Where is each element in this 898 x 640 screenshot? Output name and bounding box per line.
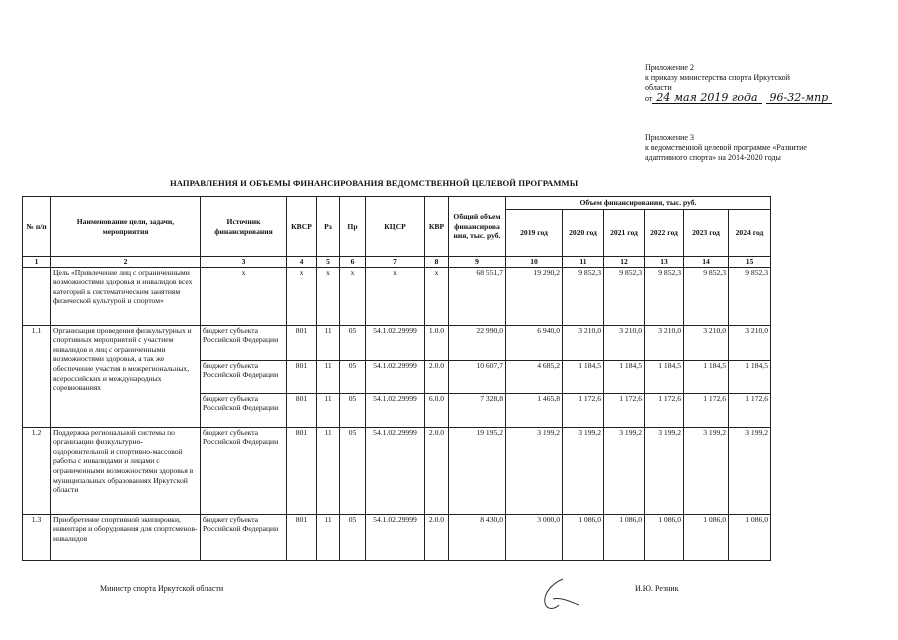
table-row: [23, 427, 771, 514]
appendix-2-date-line: [645, 93, 835, 104]
item-value: 3 199,2: [684, 427, 729, 514]
appendix-3-title: Приложение 3: [645, 133, 694, 142]
appendix-3-line: адаптивного спорта» на 2014-2020 годы: [645, 153, 781, 162]
item-kcsr: 54.1.02.29999: [366, 514, 425, 560]
header-pr: Пр: [340, 197, 366, 257]
item-value: 4 685,2: [506, 360, 563, 393]
goal-kcsr: х: [366, 267, 425, 325]
item-value: 1 172,6: [729, 393, 771, 427]
item-total: 22 990,0: [449, 325, 506, 360]
appendix-3-block: [645, 133, 845, 163]
header-kvsr: КВСР: [287, 197, 317, 257]
header-name: Наименование цели, задачи, мероприятия: [51, 197, 201, 257]
item-value: 3 199,2: [645, 427, 684, 514]
item-kvsr: 801: [287, 514, 317, 560]
financing-table: [22, 196, 771, 561]
item-total: 8 430,0: [449, 514, 506, 560]
from-label: от: [645, 94, 653, 103]
item-value: 3 199,2: [506, 427, 563, 514]
item-source: бюджет субъекта Российской Федерации: [201, 325, 287, 360]
column-number: 6: [340, 257, 366, 268]
header-num: № п/п: [23, 197, 51, 257]
item-kvsr: 801: [287, 427, 317, 514]
column-number: 8: [425, 257, 449, 268]
appendix-2-block: [645, 63, 835, 104]
item-pr: 05: [340, 514, 366, 560]
item-total: 7 328,8: [449, 393, 506, 427]
header-volume: Объем финансирования, тыс. руб.: [506, 197, 771, 210]
document-title: НАПРАВЛЕНИЯ И ОБЪЕМЫ ФИНАНСИРОВАНИЯ ВЕДОМСТВЕННОЙ ЦЕЛЕВОЙ ПРОГРАММЫ: [170, 178, 579, 188]
column-number: 9: [449, 257, 506, 268]
column-number: 5: [317, 257, 340, 268]
column-number: 4: [287, 257, 317, 268]
goal-value: 19 290,2: [506, 267, 563, 325]
item-pr: 05: [340, 393, 366, 427]
header-kvr: КВР: [425, 197, 449, 257]
item-rz: 11: [317, 393, 340, 427]
header-total: Общий объем финансирова ния, тыс. руб.: [449, 197, 506, 257]
item-num: 1.1: [23, 325, 51, 427]
column-number: 13: [645, 257, 684, 268]
item-value: 1 086,0: [684, 514, 729, 560]
item-value: 3 210,0: [645, 325, 684, 360]
appendix-2-title: Приложение 2: [645, 63, 694, 72]
item-kvsr: 801: [287, 325, 317, 360]
item-value: 1 086,0: [645, 514, 684, 560]
table-row: [23, 514, 771, 560]
item-source: бюджет субъекта Российской Федерации: [201, 360, 287, 393]
item-value: 1 172,6: [563, 393, 604, 427]
item-value: 3 210,0: [604, 325, 645, 360]
item-kvr: 2.0.0: [425, 514, 449, 560]
column-number: 1: [23, 257, 51, 268]
appendix-2-line: области: [645, 83, 672, 92]
item-value: 1 184,5: [563, 360, 604, 393]
minister-name: И.Ю. Резник: [635, 584, 679, 593]
table-row: [23, 325, 771, 360]
header-year: 2024 год: [729, 210, 771, 257]
item-value: 3 210,0: [729, 325, 771, 360]
item-kvsr: 801: [287, 393, 317, 427]
goal-value: 9 852,3: [684, 267, 729, 325]
header-year: 2022 год: [645, 210, 684, 257]
item-num: 1.2: [23, 427, 51, 514]
appendix-2-line: к приказу министерства спорта Иркутской: [645, 73, 790, 82]
item-num: 1.3: [23, 514, 51, 560]
item-kvr: 6.0.0: [425, 393, 449, 427]
item-kvr: 1.0.0: [425, 325, 449, 360]
item-value: 1 465,8: [506, 393, 563, 427]
item-value: 3 199,2: [604, 427, 645, 514]
appendix-3-line: к ведомственной целевой программе «Развитие: [645, 143, 807, 152]
item-pr: 05: [340, 360, 366, 393]
item-pr: 05: [340, 325, 366, 360]
item-value: 3 000,0: [506, 514, 563, 560]
item-total: 19 195,2: [449, 427, 506, 514]
item-rz: 11: [317, 514, 340, 560]
item-kvr: 2.0.0: [425, 427, 449, 514]
item-source: бюджет субъекта Российской Федерации: [201, 427, 287, 514]
goal-kvsr: х: [287, 267, 317, 325]
goal-name: Цель «Привлечение лиц с ограниченными возможностями здоровья и инвалидов всех категорий к систематическим занятиям физической культурой и спортом»: [51, 267, 201, 325]
item-name: Поддержка региональной системы по организации физкультурно-оздоровительной и спортивно-массовой работы с инвалидами и лицами с ограниченными возможностями здоровья в муниципальных образованиях Иркутской области: [51, 427, 201, 514]
goal-value: 9 852,3: [729, 267, 771, 325]
goal-value: 9 852,3: [604, 267, 645, 325]
column-number: 14: [684, 257, 729, 268]
header-year: 2023 год: [684, 210, 729, 257]
header-year: 2021 год: [604, 210, 645, 257]
item-value: 1 184,5: [729, 360, 771, 393]
item-value: 3 210,0: [563, 325, 604, 360]
header-rz: Рз: [317, 197, 340, 257]
item-source: бюджет субъекта Российской Федерации: [201, 514, 287, 560]
goal-kvr: х: [425, 267, 449, 325]
minister-title: Министр спорта Иркутской области: [100, 584, 224, 593]
item-value: 1 086,0: [563, 514, 604, 560]
goal-pr: х: [340, 267, 366, 325]
item-kvsr: 801: [287, 360, 317, 393]
item-kcsr: 54.1.02.29999: [366, 325, 425, 360]
column-number: 15: [729, 257, 771, 268]
goal-source: х: [201, 267, 287, 325]
item-value: 1 086,0: [729, 514, 771, 560]
item-value: 1 172,6: [684, 393, 729, 427]
header-source: Источник финансирования: [201, 197, 287, 257]
item-pr: 05: [340, 427, 366, 514]
handwritten-number: 96-32-мпр: [766, 93, 833, 104]
goal-value: 9 852,3: [563, 267, 604, 325]
column-number: 2: [51, 257, 201, 268]
header-year: 2020 год: [563, 210, 604, 257]
goal-rz: х: [317, 267, 340, 325]
item-total: 10 607,7: [449, 360, 506, 393]
item-value: 3 210,0: [684, 325, 729, 360]
item-kvr: 2.0.0: [425, 360, 449, 393]
signature-image: [535, 575, 585, 615]
item-name: Приобретение спортивной экипировки, инвентаря и оборудования для спортсменов-инвалидов: [51, 514, 201, 560]
item-value: 3 199,2: [563, 427, 604, 514]
item-value: 1 184,5: [604, 360, 645, 393]
item-source: бюджет субъекта Российской Федерации: [201, 393, 287, 427]
item-rz: 11: [317, 360, 340, 393]
item-value: 1 184,5: [684, 360, 729, 393]
item-kcsr: 54.1.02.29999: [366, 427, 425, 514]
column-number: 3: [201, 257, 287, 268]
column-number: 7: [366, 257, 425, 268]
handwritten-date: 24 мая 2019 года: [652, 93, 761, 104]
item-value: 6 940,0: [506, 325, 563, 360]
item-value: 1 086,0: [604, 514, 645, 560]
item-value: 1 184,5: [645, 360, 684, 393]
goal-total: 68 551,7: [449, 267, 506, 325]
column-number: 12: [604, 257, 645, 268]
item-kcsr: 54.1.02.29999: [366, 360, 425, 393]
goal-num: [23, 267, 51, 325]
item-value: 3 199,2: [729, 427, 771, 514]
item-value: 1 172,6: [645, 393, 684, 427]
item-rz: 11: [317, 427, 340, 514]
goal-value: 9 852,3: [645, 267, 684, 325]
item-name: Организация проведения физкультурных и спортивных мероприятий с участием инвалидов и лиц с ограниченными возможностями здоровья, а так же обеспечение участия в межрегиональных, всероссийских и международных соревнованиях: [51, 325, 201, 427]
header-kcsr: КЦСР: [366, 197, 425, 257]
item-kcsr: 54.1.02.29999: [366, 393, 425, 427]
column-number: 10: [506, 257, 563, 268]
item-value: 1 172,6: [604, 393, 645, 427]
table-row: [23, 267, 771, 325]
item-rz: 11: [317, 325, 340, 360]
header-year: 2019 год: [506, 210, 563, 257]
column-number: 11: [563, 257, 604, 268]
